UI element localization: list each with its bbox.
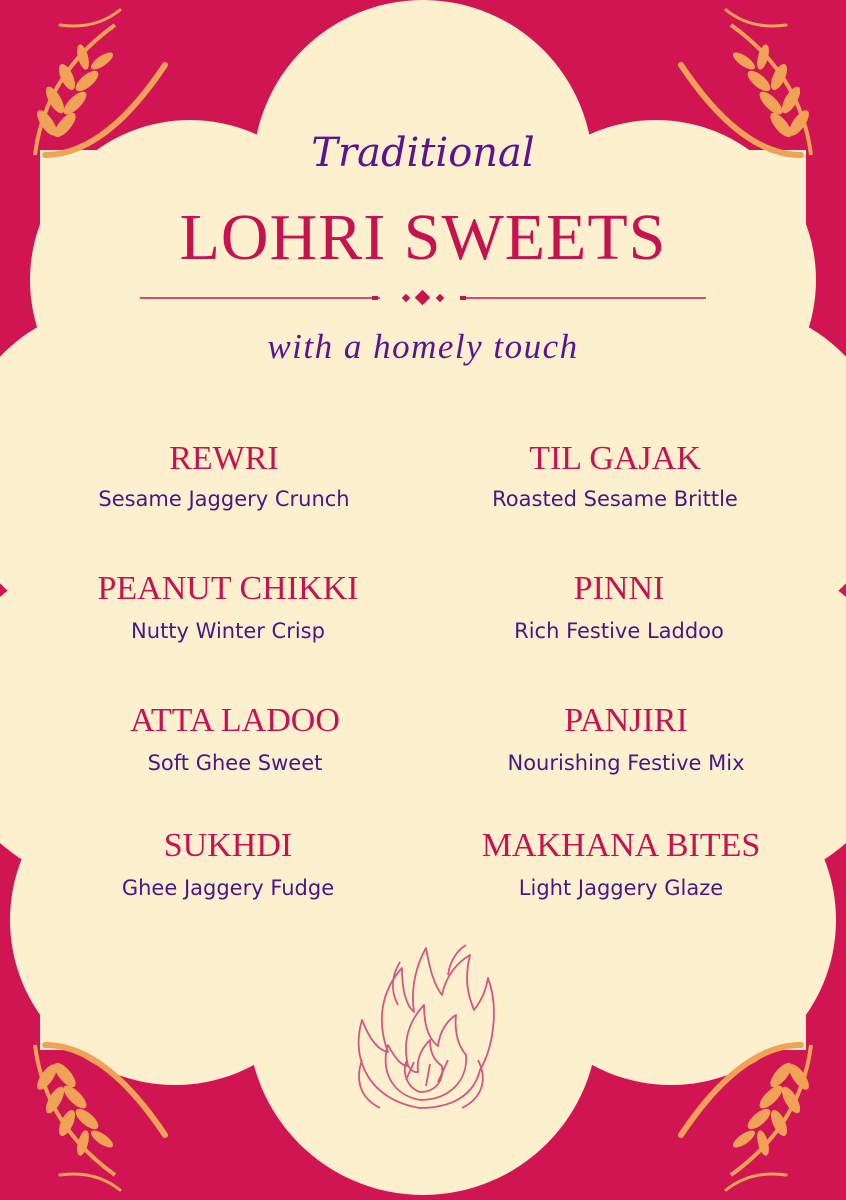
menu-item-name: SUKHDI xyxy=(163,827,293,864)
page-subtitle: with a homely touch xyxy=(267,327,579,366)
header-kicker: Traditional xyxy=(311,130,535,176)
menu-item-description: Light Jaggery Glaze xyxy=(518,876,724,900)
menu-item-name: REWRI xyxy=(169,440,279,477)
menu-item-name: PINNI xyxy=(573,570,665,607)
menu-item-name: PANJIRI xyxy=(564,702,688,739)
menu-item-description: Soft Ghee Sweet xyxy=(147,751,323,775)
menu-item-name: PEANUT CHIKKI xyxy=(97,570,359,607)
menu-item-name: TIL GAJAK xyxy=(529,440,701,477)
menu-item-description: Nutty Winter Crisp xyxy=(131,619,325,643)
menu-item-description: Sesame Jaggery Crunch xyxy=(98,487,350,511)
menu-item-name: ATTA LADOO xyxy=(130,702,340,739)
menu-item-description: Ghee Jaggery Fudge xyxy=(121,876,335,900)
page-title: LOHRI SWEETS xyxy=(179,201,667,274)
menu-item-description: Nourishing Festive Mix xyxy=(507,751,745,775)
menu-item-description: Rich Festive Laddoo xyxy=(514,619,724,643)
menu-item-name: MAKHANA BITES xyxy=(481,827,761,864)
menu-item-description: Roasted Sesame Brittle xyxy=(492,487,738,511)
